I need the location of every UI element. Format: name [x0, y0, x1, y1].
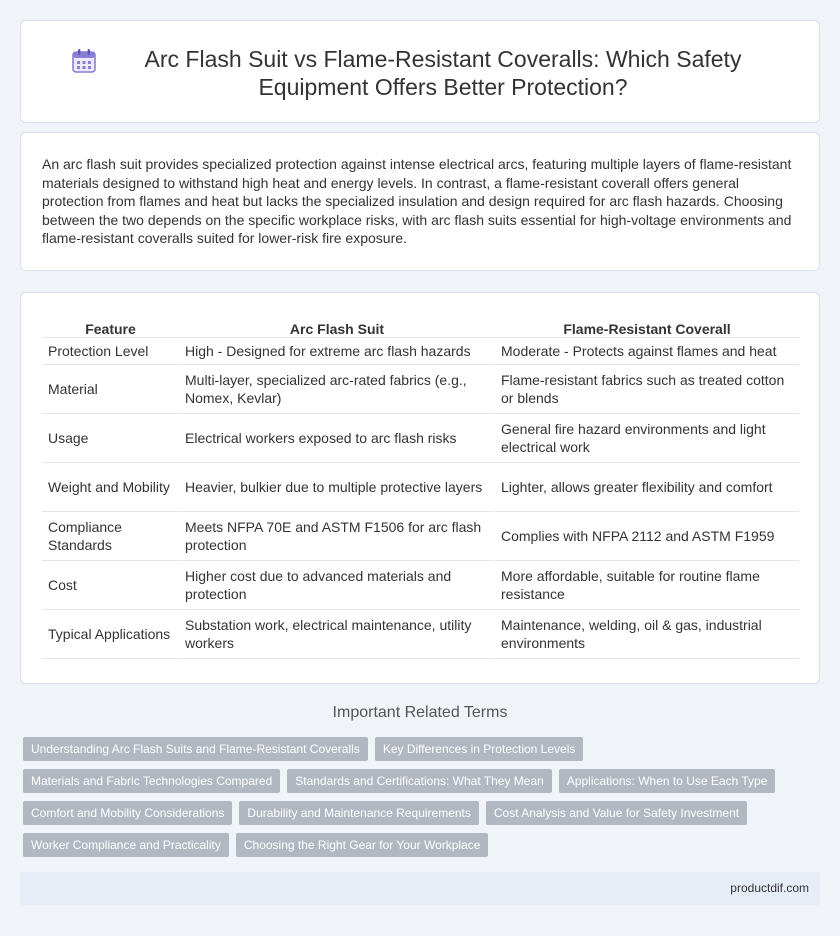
table-row: [42, 414, 799, 463]
table-row: [42, 338, 799, 365]
header-card: [20, 20, 820, 123]
arc-flash-cell: Multi-layer, specialized arc-rated fabrics (e.g., Nomex, Kevlar): [179, 365, 495, 414]
footer: [20, 872, 820, 905]
table-row: [42, 610, 799, 659]
table-header-row: [42, 315, 799, 338]
header-flame-resistant-coverall: Flame-Resistant Coverall: [495, 315, 799, 338]
related-term-tag[interactable]: Choosing the Right Gear for Your Workplace: [236, 833, 489, 857]
coverall-cell: Maintenance, welding, oil & gas, industrial environments: [495, 610, 799, 659]
header-feature: Feature: [42, 315, 179, 338]
header-arc-flash-suit: Arc Flash Suit: [179, 315, 495, 338]
arc-flash-cell: Meets NFPA 70E and ASTM F1506 for arc flash protection: [179, 512, 495, 561]
related-term-tag[interactable]: Understanding Arc Flash Suits and Flame-Resistant Coveralls: [23, 737, 368, 761]
arc-flash-cell: High - Designed for extreme arc flash hazards: [179, 338, 495, 365]
coverall-cell: Lighter, allows greater flexibility and comfort: [495, 463, 799, 512]
page-title: Arc Flash Suit vs Flame-Resistant Coveralls: Which Safety Equipment Offers Better Protection?: [144, 45, 742, 100]
arc-flash-cell: Substation work, electrical maintenance, utility workers: [179, 610, 495, 659]
intro-paragraph: An arc flash suit provides specialized protection against intense electrical arcs, featuring multiple layers of flame-resistant materials designed to withstand high heat and energy levels. In contrast, a flame-resistant coverall offers general protection from flames and heat but lacks the specialized insulation and design required for arc flash hazards. Choosing between the two depends on the specific workplace risks, with arc flash suits essential for high-voltage environments and flame-resistant coveralls suited for lower-risk fire exposure.: [42, 156, 792, 246]
feature-cell: Weight and Mobility: [42, 463, 179, 512]
comparison-table-card: [20, 292, 820, 684]
coverall-cell: More affordable, suitable for routine flame resistance: [495, 561, 799, 610]
arc-flash-cell: Electrical workers exposed to arc flash risks: [179, 414, 495, 463]
coverall-cell: General fire hazard environments and light electrical work: [495, 414, 799, 463]
footer-site-link[interactable]: productdif.com: [730, 881, 809, 895]
related-term-tag[interactable]: Comfort and Mobility Considerations: [23, 801, 232, 825]
arc-flash-cell: Higher cost due to advanced materials and protection: [179, 561, 495, 610]
table-row: [42, 561, 799, 610]
related-terms-list: [23, 737, 803, 865]
table-row: [42, 512, 799, 561]
feature-cell: Cost: [42, 561, 179, 610]
title-wrap: [21, 21, 821, 124]
intro-card: [20, 132, 820, 271]
table-row: [42, 365, 799, 414]
coverall-cell: Moderate - Protects against flames and heat: [495, 338, 799, 365]
comparison-table: [42, 315, 799, 659]
related-terms-title: Important Related Terms: [332, 704, 508, 721]
arc-flash-cell: Heavier, bulkier due to multiple protective layers: [179, 463, 495, 512]
related-term-tag[interactable]: Key Differences in Protection Levels: [375, 737, 584, 761]
related-term-tag[interactable]: Cost Analysis and Value for Safety Investment: [486, 801, 747, 825]
feature-cell: Typical Applications: [42, 610, 179, 659]
table-row: [42, 463, 799, 512]
feature-cell: Usage: [42, 414, 179, 463]
coverall-cell: Flame-resistant fabrics such as treated cotton or blends: [495, 365, 799, 414]
related-term-tag[interactable]: Applications: When to Use Each Type: [559, 769, 776, 793]
related-term-tag[interactable]: Worker Compliance and Practicality: [23, 833, 229, 857]
feature-cell: Material: [42, 365, 179, 414]
coverall-cell: Complies with NFPA 2112 and ASTM F1959: [495, 512, 799, 561]
calendar-icon: [69, 46, 99, 76]
feature-cell: Protection Level: [42, 338, 179, 365]
related-term-tag[interactable]: Durability and Maintenance Requirements: [239, 801, 478, 825]
related-term-tag[interactable]: Materials and Fabric Technologies Compared: [23, 769, 280, 793]
related-term-tag[interactable]: Standards and Certifications: What They Mean: [287, 769, 552, 793]
feature-cell: Compliance Standards: [42, 512, 179, 561]
